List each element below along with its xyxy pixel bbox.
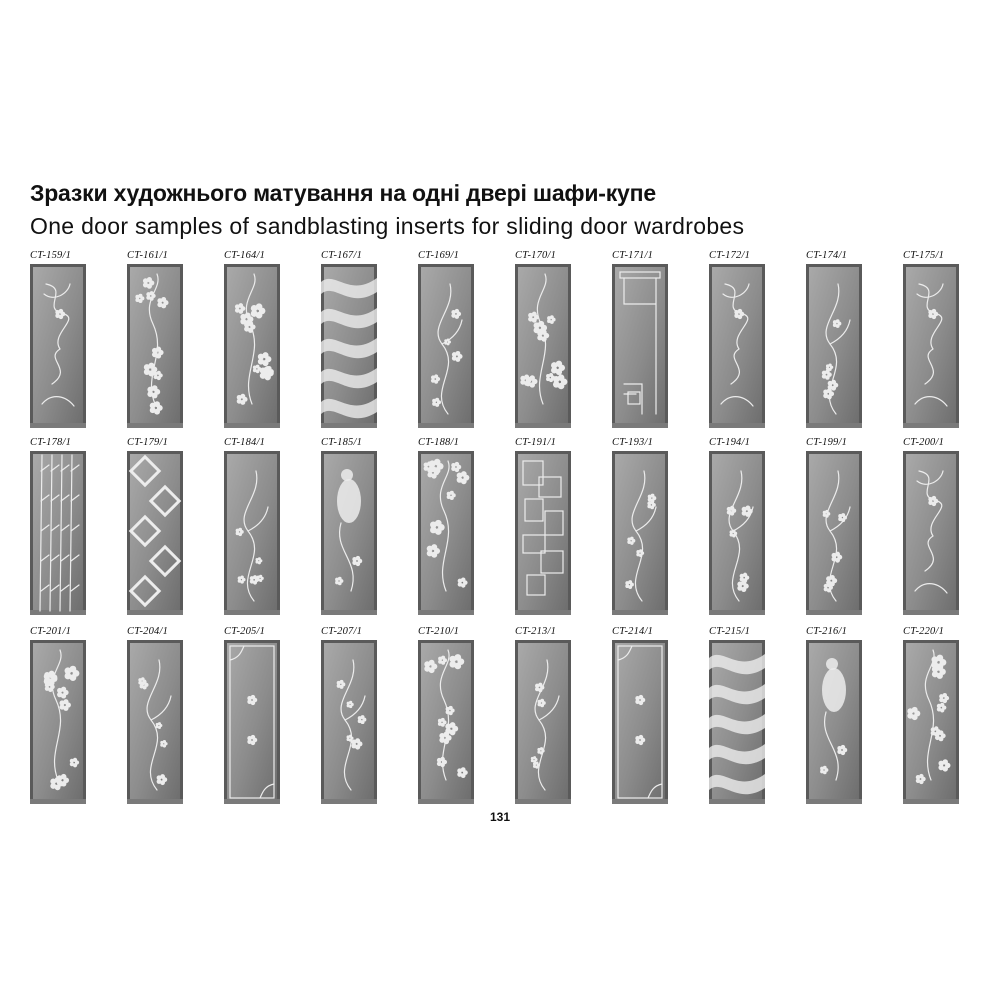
door-sample-card (806, 437, 876, 615)
sample-code: CT-174/1 (806, 250, 848, 261)
sample-code: CT-205/1 (224, 626, 266, 637)
door-panel-image (321, 264, 377, 428)
door-sample-card (418, 437, 488, 615)
door-sample-card (515, 437, 585, 615)
page-title-ukrainian: Зразки художнього матування на одні двері шафи-купе (30, 180, 656, 206)
door-panel-image (709, 264, 765, 428)
door-panel-image (806, 264, 862, 428)
door-panel-image (224, 451, 280, 615)
sample-code: CT-171/1 (612, 250, 654, 261)
door-sample-card (709, 437, 779, 615)
door-panel-image (515, 264, 571, 428)
door-panel-image (321, 640, 377, 804)
sample-code: CT-199/1 (806, 437, 848, 448)
sample-code: CT-207/1 (321, 626, 363, 637)
door-sample-card (127, 626, 197, 804)
door-sample-card (321, 437, 391, 615)
sample-code: CT-185/1 (321, 437, 363, 448)
door-panel-image (903, 264, 959, 428)
door-sample-card (224, 250, 294, 428)
sample-code: CT-175/1 (903, 250, 945, 261)
door-panel-image (321, 451, 377, 615)
sample-code: CT-200/1 (903, 437, 945, 448)
sample-code: CT-201/1 (30, 626, 72, 637)
door-sample-card (224, 626, 294, 804)
door-sample-card (321, 626, 391, 804)
door-sample-card (30, 626, 100, 804)
door-sample-card (127, 437, 197, 615)
door-sample-card (612, 437, 682, 615)
door-panel-image (806, 640, 862, 804)
sample-code: CT-161/1 (127, 250, 169, 261)
door-panel-image (418, 264, 474, 428)
door-panel-image (127, 264, 183, 428)
door-panel-image (127, 640, 183, 804)
sample-code: CT-159/1 (30, 250, 72, 261)
door-sample-card (612, 250, 682, 428)
door-panel-image (418, 640, 474, 804)
door-panel-image (903, 451, 959, 615)
sample-code: CT-169/1 (418, 250, 460, 261)
sample-code: CT-184/1 (224, 437, 266, 448)
door-sample-card (30, 437, 100, 615)
page-title-english: One door samples of sandblasting inserts for sliding door wardrobes (30, 213, 745, 239)
door-sample-card (709, 250, 779, 428)
door-panel-image (30, 640, 86, 804)
door-panel-image (709, 640, 765, 804)
door-panel-image (30, 264, 86, 428)
door-sample-card (515, 250, 585, 428)
door-panel-image (903, 640, 959, 804)
door-sample-card (30, 250, 100, 428)
sample-code: CT-220/1 (903, 626, 945, 637)
door-sample-card (903, 626, 973, 804)
door-sample-card (612, 626, 682, 804)
sample-code: CT-179/1 (127, 437, 169, 448)
sample-code: CT-214/1 (612, 626, 654, 637)
sample-code: CT-167/1 (321, 250, 363, 261)
door-sample-card (903, 250, 973, 428)
door-panel-image (612, 264, 668, 428)
door-sample-card (224, 437, 294, 615)
door-sample-card (806, 626, 876, 804)
sample-code: CT-215/1 (709, 626, 751, 637)
door-sample-card (515, 626, 585, 804)
door-panel-image (612, 640, 668, 804)
door-panel-image (806, 451, 862, 615)
sample-code: CT-188/1 (418, 437, 460, 448)
sample-code: CT-194/1 (709, 437, 751, 448)
door-panel-image (30, 451, 86, 615)
door-sample-card (709, 626, 779, 804)
door-panel-image (709, 451, 765, 615)
sample-code: CT-193/1 (612, 437, 654, 448)
sample-code: CT-164/1 (224, 250, 266, 261)
door-panel-image (515, 640, 571, 804)
door-panel-image (612, 451, 668, 615)
door-panel-image (418, 451, 474, 615)
door-sample-card (127, 250, 197, 428)
sample-code: CT-191/1 (515, 437, 557, 448)
door-sample-card (418, 626, 488, 804)
sample-code: CT-213/1 (515, 626, 557, 637)
sample-code: CT-210/1 (418, 626, 460, 637)
door-sample-card (321, 250, 391, 428)
door-panel-image (515, 451, 571, 615)
sample-code: CT-216/1 (806, 626, 848, 637)
sample-code: CT-172/1 (709, 250, 751, 261)
door-panel-image (224, 640, 280, 804)
sample-code: CT-170/1 (515, 250, 557, 261)
door-sample-card (806, 250, 876, 428)
door-panel-image (127, 451, 183, 615)
page-number: 131 (489, 810, 511, 824)
door-sample-card (903, 437, 973, 615)
door-sample-card (418, 250, 488, 428)
sample-code: CT-178/1 (30, 437, 72, 448)
door-panel-image (224, 264, 280, 428)
sample-code: CT-204/1 (127, 626, 169, 637)
